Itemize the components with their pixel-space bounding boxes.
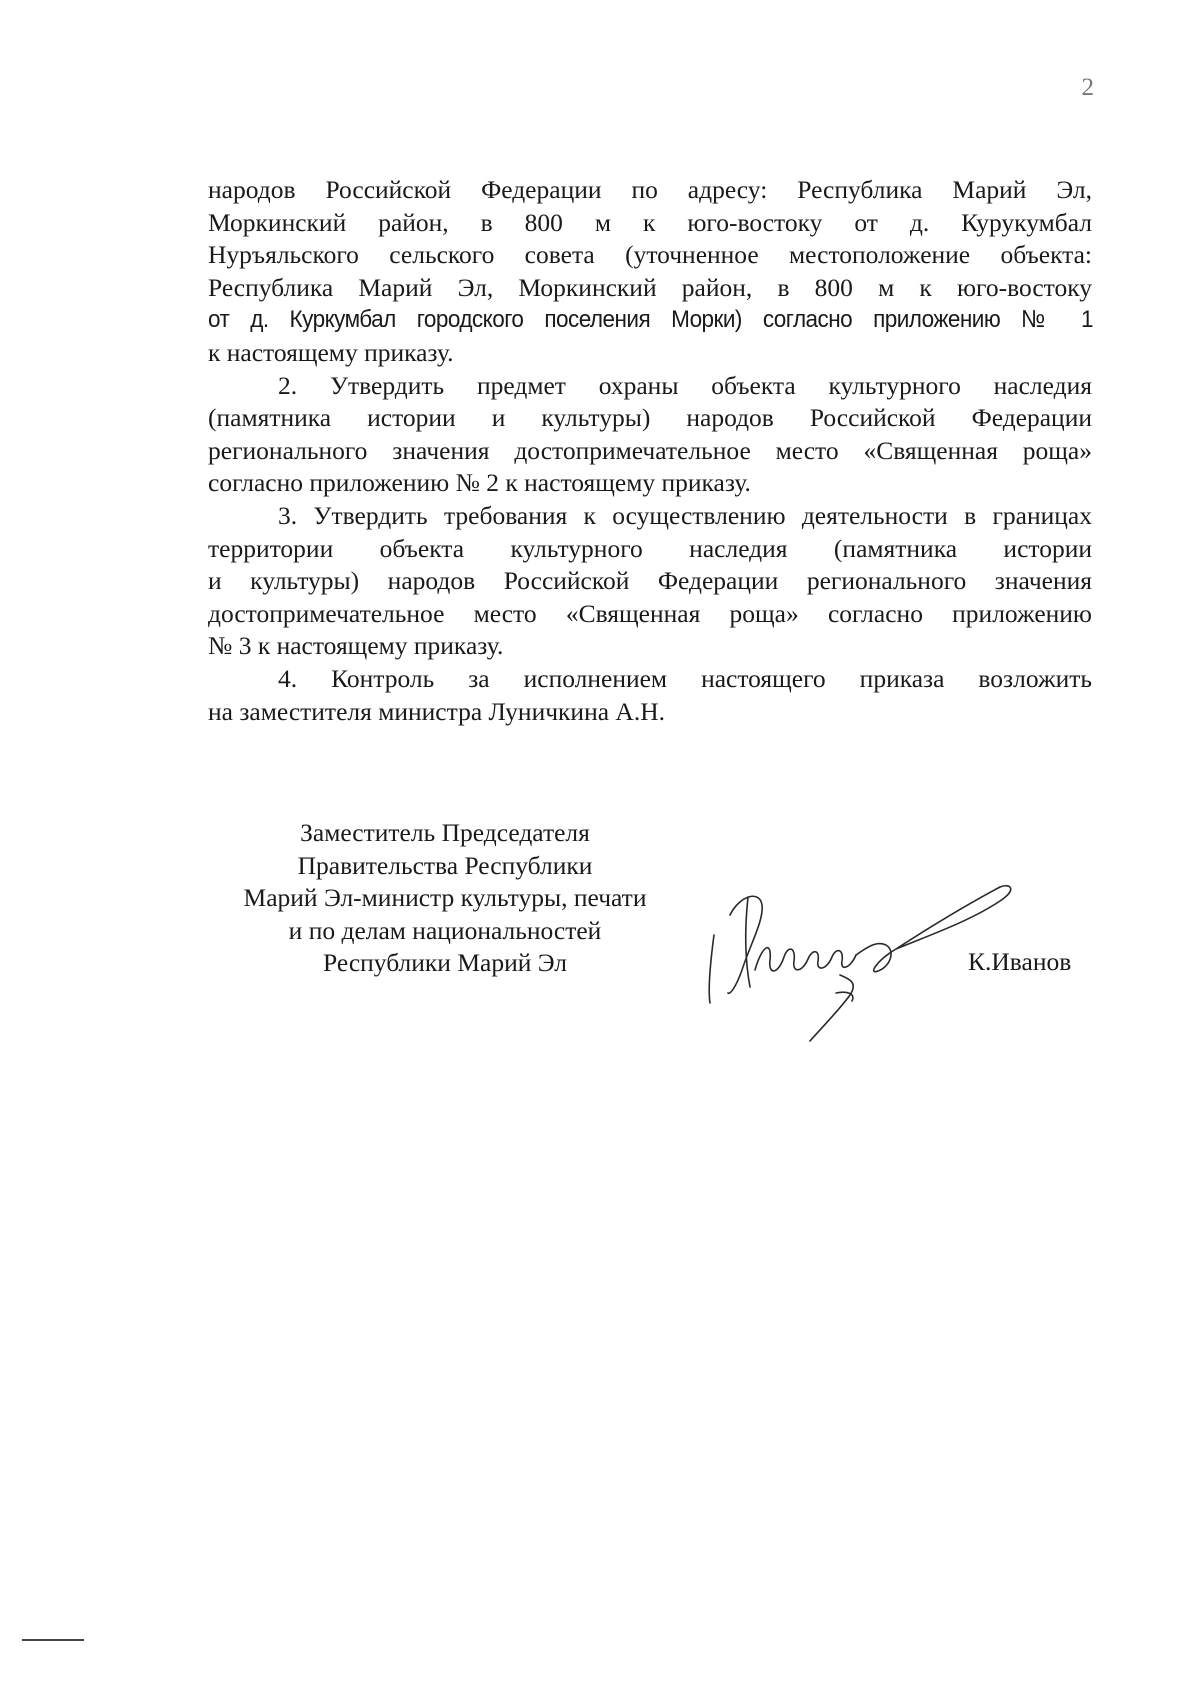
text-line: и культуры) народов Российской Федерации регионального значения	[208, 566, 1092, 596]
signatory-title-line: Республики Марий Эл	[323, 948, 567, 977]
paragraph-1	[208, 174, 1092, 370]
document-body	[208, 174, 1092, 728]
text-line: Республика Марий Эл, Моркинский район, в 800 м к юго-востоку	[208, 272, 1092, 302]
paragraph-3	[208, 500, 1092, 663]
signatory-title-line: и по делам национальностей	[288, 915, 602, 945]
signatory-title-line: Марий Эл-министр культуры, печати	[243, 883, 647, 912]
text-line: регионального значения достопримечательное место «Священная роща»	[208, 435, 1092, 465]
text-line: Моркинский район, в 800 м к юго-востоку от д. Курукумбал	[208, 207, 1092, 237]
signatory-title	[210, 817, 680, 980]
signer-name: К.Иванов	[968, 947, 1072, 976]
text-line: народов Российской Федерации по адресу: Республика Марий Эл,	[208, 175, 1092, 204]
text-line: № 3 к настоящему приказу.	[208, 631, 504, 661]
text-line: 3. Утвердить требования к осуществлению деятельности в границах	[278, 500, 1092, 530]
text-line: территории объекта культурного наследия (памятника истории	[208, 533, 1092, 563]
text-line: достопримечательное место «Священная роща» согласно приложению	[208, 598, 1092, 628]
text-line: на заместителя министра Луничкина А.Н.	[208, 696, 665, 726]
text-line: Нуръяльского сельского совета (уточненное местоположение объекта:	[208, 240, 1092, 270]
signatory-title-line: Правительства Республики	[297, 850, 593, 880]
paragraph-4	[208, 663, 1092, 728]
footer-rule	[22, 1639, 84, 1641]
text-line: (памятника истории и культуры) народов Российской Федерации	[208, 403, 1092, 433]
text-line: согласно приложению № 2 к настоящему приказу.	[208, 468, 751, 498]
text-line: 2. Утвердить предмет охраны объекта культурного наследия	[278, 370, 1092, 400]
text-line: от д. Куркумбал городского поселения Морки) согласно приложению № 1	[208, 306, 1094, 334]
text-line: к настоящему приказу.	[208, 337, 454, 367]
text-line: 4. Контроль за исполнением настоящего приказа возложить	[278, 663, 1092, 693]
page-number: 2	[1081, 74, 1094, 101]
paragraph-2	[208, 370, 1092, 500]
signatory-title-line: Заместитель Председателя	[300, 818, 590, 847]
